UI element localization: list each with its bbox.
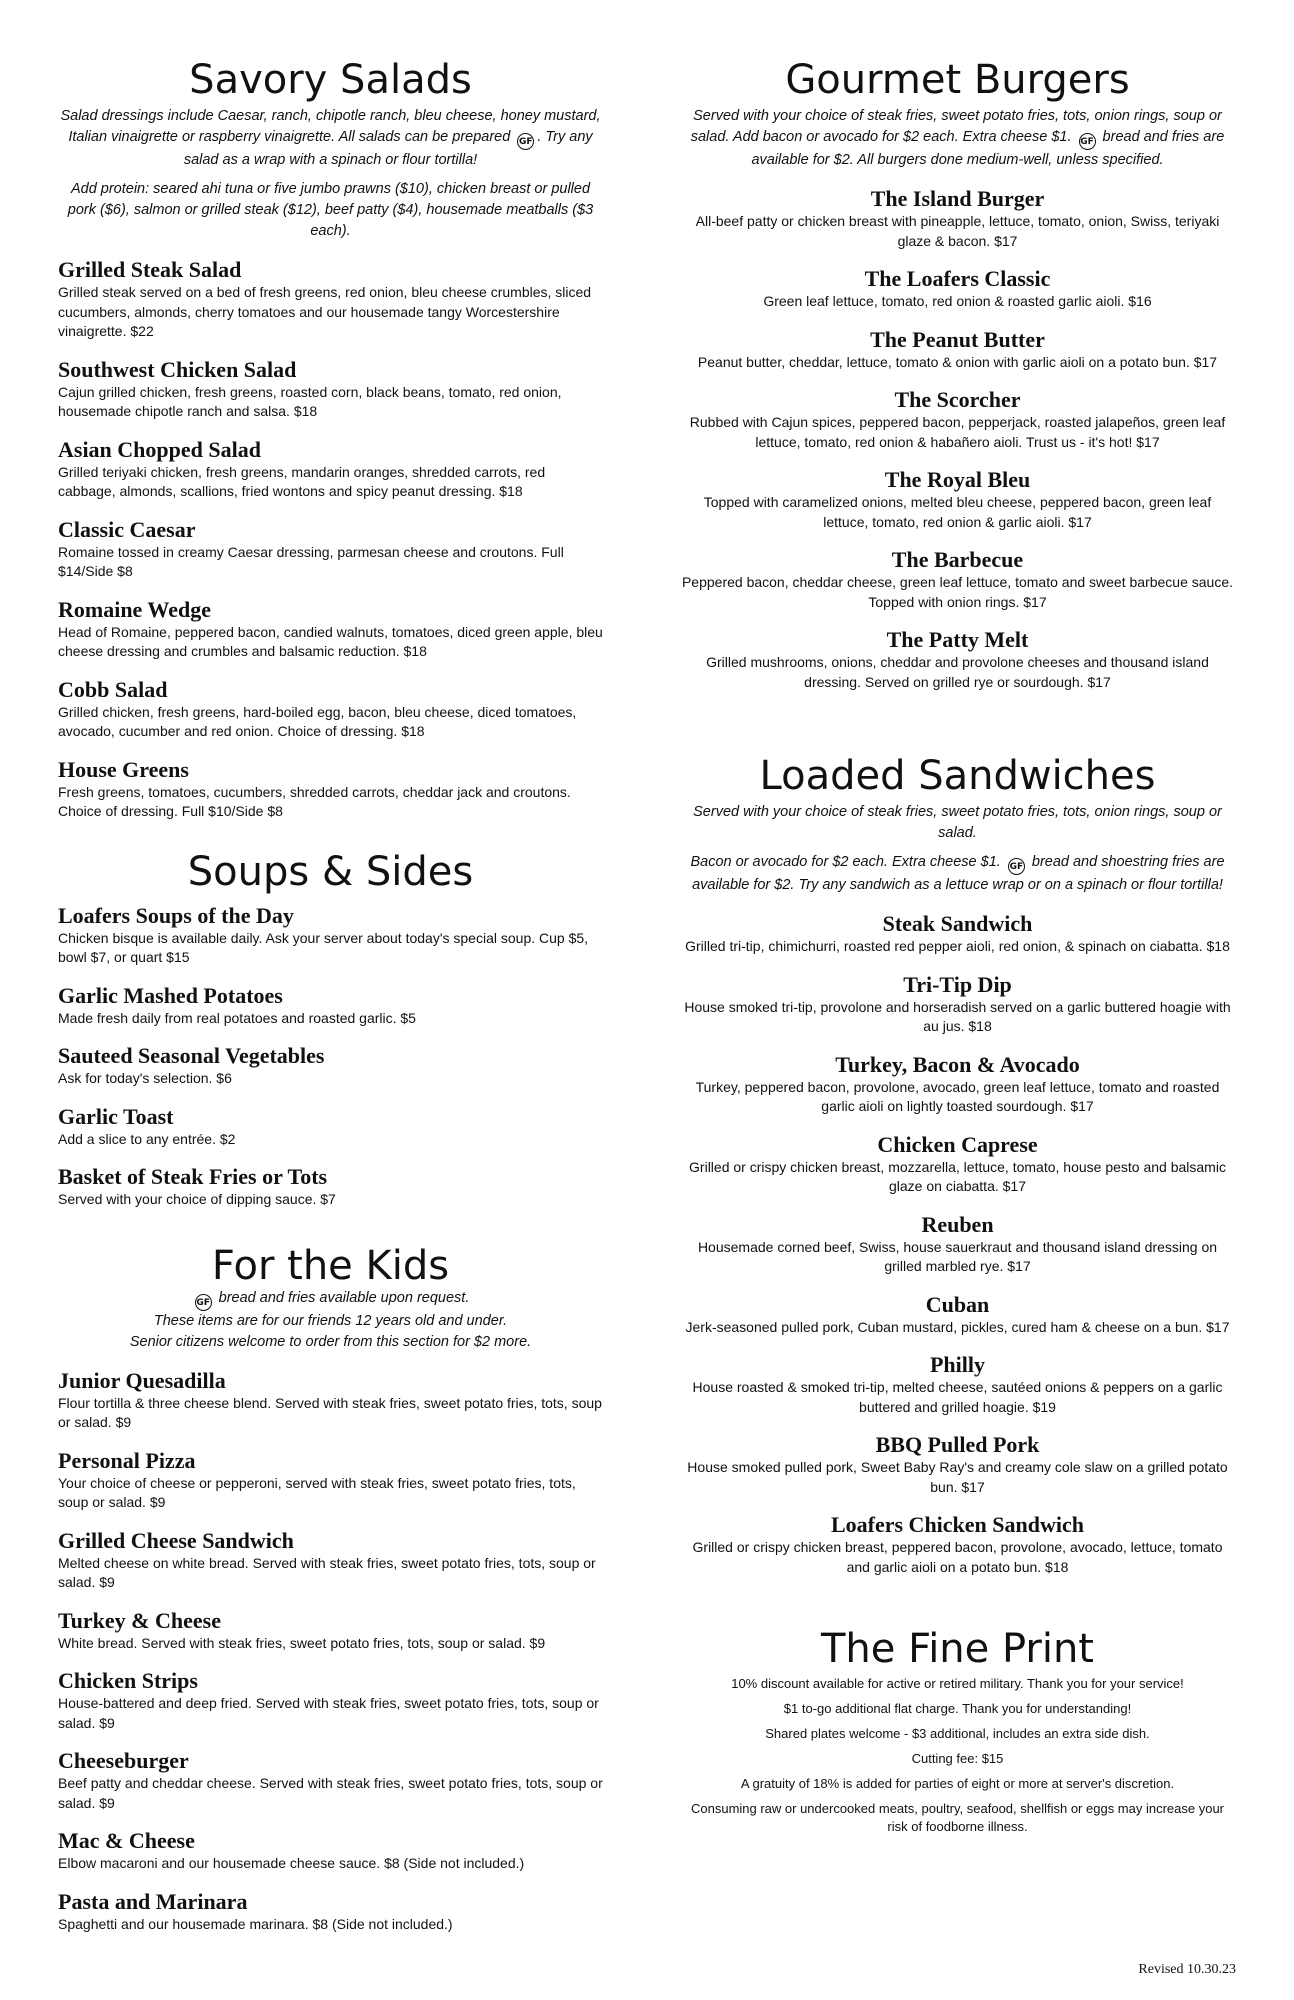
item-description: Romaine tossed in creamy Caesar dressing, parmesan cheese and croutons. Full $14/Side $8 [58,543,564,579]
soups-sides-section [58,850,603,1210]
item-name: Tri-Tip Dip [903,971,1012,997]
item-description: Add a slice to any entrée. $2 [58,1130,236,1147]
section-intro-2: Bacon or avocado for $2 each. Extra cheese $1. GF bread and shoestring fries are available for $2. Try any sandwich as a lettuce wrap or on a spinach or flour tortilla! [690,854,1225,893]
menu-item [680,912,1235,957]
item-description: House smoked pulled pork, Sweet Baby Ray's and creamy cole slaw on a grilled potato bun. $17 [687,1459,1228,1495]
item-name: Loafers Soups of the Day [58,902,294,928]
menu-item [58,1165,603,1210]
menu-item [680,187,1235,251]
item-name: Philly [929,1352,985,1377]
kids-section [58,1244,603,1935]
item-name: The Patty Melt [886,627,1029,652]
item-name: The Barbecue [891,547,1024,572]
menu-item [58,1609,603,1654]
item-description: Housemade corned beef, Swiss, house sauerkraut and thousand island dressing on grilled marbled rye. $17 [697,1238,1218,1274]
item-name: The Loafers Classic [864,266,1051,291]
item-name: Classic Caesar [58,516,196,542]
section-title: The Fine Print [820,1626,1094,1672]
item-name: Southwest Chicken Salad [58,356,297,382]
item-description: Rubbed with Cajun spices, peppered bacon, pepperjack, roasted jalapeños, green leaf lettuce, tomato, red onion & habañero aioli. Trust us - it's hot! $17 [689,414,1226,450]
age-note: These items are for our friends 12 years old and under. [153,1312,508,1329]
item-name: Chicken Strips [58,1668,198,1693]
section-title: Gourmet Burgers [785,57,1130,103]
item-name: Sauteed Seasonal Vegetables [58,1043,325,1068]
item-name: Mac & Cheese [58,1828,195,1853]
section-title: For the Kids [211,1242,450,1289]
section-title: Savory Salads [189,57,472,103]
menu-item [680,1433,1235,1497]
item-description: Flour tortilla & three cheese blend. Served with steak fries, sweet potato fries, tots, soup or salad. $9 [58,1394,602,1430]
menu-item [58,1044,603,1089]
item-name: The Royal Bleu [884,467,1031,492]
menu-item [58,1669,603,1733]
menu-item [680,1293,1235,1338]
item-description: Ask for today's selection. $6 [58,1070,232,1086]
gluten-free-note: GF bread and fries available upon request. [58,1288,603,1311]
menu-item [58,904,603,968]
section-title: Loaded Sandwiches [759,753,1156,799]
item-description: Grilled mushrooms, onions, cheddar and provolone cheeses and thousand island dressing. Served on grilled rye or sourdough. $17 [706,654,1209,690]
item-name: Asian Chopped Salad [58,436,261,462]
menu-item [680,468,1235,532]
item-description: Grilled steak served on a bed of fresh greens, red onion, bleu cheese crumbles, sliced cucumbers, almonds, cherry tomatoes and our housemade tangy Worcestershire vinaigrette. $22 [58,284,592,339]
item-name: Reuben [921,1211,994,1237]
menu-item [58,438,603,502]
menu-item [58,1829,603,1874]
revised-date: Revised 10.30.23 [1138,1962,1236,1977]
fine-print-line: Shared plates welcome - $3 additional, includes an extra side dish. [765,1726,1150,1741]
menu-item [58,1449,603,1513]
item-description: Spaghetti and our housemade marinara. $8 (Side not included.) [58,1915,453,1932]
section-title: Soups & Sides [187,848,474,895]
menu-item [58,984,603,1029]
menu-item [58,358,603,422]
item-name: The Scorcher [894,387,1021,412]
item-name: Garlic Toast [58,1103,174,1129]
menu-item [680,1513,1235,1577]
soups-list [58,904,603,1210]
item-name: Turkey & Cheese [58,1607,221,1633]
menu-item [680,1053,1235,1117]
menu-item [680,267,1235,312]
item-description: Grilled teriyaki chicken, fresh greens, mandarin oranges, shredded carrots, red cabbage, almonds, scallions, fried wontons and spicy peanut dressing. $18 [58,463,546,499]
item-name: Personal Pizza [58,1447,196,1473]
gluten-free-icon: GF [1008,858,1025,875]
item-description: Grilled chicken, fresh greens, hard-boiled egg, bacon, bleu cheese, diced tomatoes, avocado, cucumber and red onion. Choice of dressing. $18 [58,703,577,739]
menu-item [58,1890,603,1935]
fine-print-line: 10% discount available for active or retired military. Thank you for your service! [731,1676,1184,1691]
menu-item [58,1369,603,1433]
menu-item [58,758,603,822]
item-name: The Peanut Butter [870,326,1045,352]
item-name: BBQ Pulled Pork [875,1432,1040,1457]
menu-item [58,598,603,662]
item-description: Elbow macaroni and our housemade cheese sauce. $8 (Side not included.) [58,1855,525,1871]
item-name: Cheeseburger [58,1748,189,1773]
gourmet-burgers-section [680,0,1235,692]
item-name: Cuban [925,1291,990,1317]
kids-list [58,1369,603,1935]
menu-item [58,1529,603,1593]
item-description: All-beef patty or chicken breast with pineapple, lettuce, tomato, onion, Swiss, teriyaki glaze & bacon. $17 [695,213,1220,249]
item-description: Grilled tri-tip, chimichurri, roasted red pepper aioli, red onion, & spinach on ciabatta. $18 [685,938,1230,954]
item-description: Topped with caramelized onions, melted bleu cheese, peppered bacon, green leaf lettuce, tomato, red onion & garlic aioli. $17 [703,494,1212,530]
item-description: Fresh greens, tomatoes, cucumbers, shredded carrots, cheddar jack and croutons. Choice of dressing. Full $10/Side $8 [58,783,571,819]
gluten-free-icon: GF [517,133,534,150]
menu-item [680,1133,1235,1197]
item-description: Peppered bacon, cheddar cheese, green leaf lettuce, tomato and sweet barbecue sauce. Topped with onion rings. $17 [681,574,1234,610]
menu-item [680,973,1235,1037]
fine-print-line: Consuming raw or undercooked meats, poultry, seafood, shellfish or eggs may increase your risk of foodborne illness. [690,1801,1225,1834]
item-name: Pasta and Marinara [58,1888,248,1914]
fine-print-section [680,1627,1235,1836]
item-name: Junior Quesadilla [58,1367,226,1393]
menu-item [58,1105,603,1150]
item-name: Turkey, Bacon & Avocado [835,1051,1080,1077]
item-description: Beef patty and cheddar cheese. Served with steak fries, sweet potato fries, tots, soup or salad. $9 [58,1775,603,1811]
item-description: Peanut butter, cheddar, lettuce, tomato & onion with garlic aioli on a potato bun. $17 [697,353,1218,370]
left-column [58,0,603,1934]
menu-item [58,678,603,742]
item-description: Cajun grilled chicken, fresh greens, roasted corn, black beans, tomato, red onion, housemade chipotle ranch and salsa. $18 [58,383,562,419]
section-intro: Served with your choice of steak fries, sweet potato fries, tots, onion rings, soup or salad. Add bacon or avocado for $2 each. Extra cheese $1. GF bread and fries are available for $2. All burgers done medium-well, unless specified. [690,108,1225,168]
menu-item [680,328,1235,373]
protein-note: Add protein: seared ahi tuna or five jumbo prawns ($10), chicken breast or pulled pork ($6), salmon or grilled steak ($12), beef patty ($4), housemade meatballs ($3 each). [67,181,594,239]
item-name: Chicken Caprese [877,1131,1038,1157]
item-description: Grilled or crispy chicken breast, peppered bacon, provolone, avocado, lettuce, tomato and garlic aioli on a potato bun. $18 [692,1539,1223,1575]
menu-item [680,1213,1235,1277]
item-name: Basket of Steak Fries or Tots [58,1164,328,1189]
gluten-free-icon: GF [1079,133,1096,150]
item-name: Loafers Chicken Sandwich [830,1512,1085,1537]
item-description: Turkey, peppered bacon, provolone, avocado, green leaf lettuce, tomato and roasted garlic aioli on lightly toasted sourdough. $17 [695,1078,1220,1114]
item-description: Chicken bisque is available daily. Ask your server about today's special soup. Cup $5, bowl $7, or quart $15 [58,929,589,965]
salad-list [58,258,603,822]
fine-print-line: A gratuity of 18% is added for parties of eight or more at server's discretion. [740,1776,1175,1791]
item-description: House-battered and deep fried. Served with steak fries, sweet potato fries, tots, soup or salad. $9 [58,1695,599,1731]
menu-item [680,548,1235,612]
right-column [680,0,1235,1836]
item-name: Cobb Salad [58,676,168,702]
senior-note: Senior citizens welcome to order from this section for $2 more. [129,1333,532,1350]
item-description: Green leaf lettuce, tomato, red onion & roasted garlic aioli. $16 [763,293,1152,309]
menu-item [58,1749,603,1813]
item-description: House roasted & smoked tri-tip, melted cheese, sautéed onions & peppers on a garlic buttered and grilled hoagie. $19 [692,1379,1223,1415]
item-name: Steak Sandwich [882,911,1033,936]
item-name: Grilled Steak Salad [58,257,242,282]
fine-print-line: Cutting fee: $15 [911,1751,1004,1766]
item-name: Grilled Cheese Sandwich [58,1527,294,1553]
gluten-free-icon: GF [195,1294,212,1311]
loaded-sandwiches-section [680,754,1235,1577]
item-description: Head of Romaine, peppered bacon, candied walnuts, tomatoes, diced green apple, bleu cheese dressing and crumbles and balsamic reduction. $18 [58,623,603,659]
item-description: Grilled or crispy chicken breast, mozzarella, lettuce, tomato, house pesto and balsamic glaze on ciabatta. $17 [689,1158,1226,1194]
menu-item [58,518,603,582]
item-name: House Greens [58,756,189,782]
item-description: Your choice of cheese or pepperoni, served with steak fries, sweet potato fries, tots, soup or salad. $9 [58,1474,576,1510]
item-description: White bread. Served with steak fries, sweet potato fries, tots, soup or salad. $9 [58,1634,546,1651]
item-description: Jerk-seasoned pulled pork, Cuban mustard, pickles, cured ham & cheese on a bun. $17 [685,1318,1230,1335]
burger-list [680,187,1235,692]
menu-item [680,628,1235,692]
section-intro: Salad dressings include Caesar, ranch, chipotle ranch, bleu cheese, honey mustard, Italian vinaigrette or raspberry vinaigrette. All salads can be prepared GF . Try any salad as a wrap with a spinach or flour tortilla! [60,108,601,168]
item-description: Melted cheese on white bread. Served with steak fries, sweet potato fries, tots, soup or salad. $9 [58,1554,596,1590]
item-description: Made fresh daily from real potatoes and roasted garlic. $5 [58,1009,416,1026]
menu-item [680,388,1235,452]
item-name: Romaine Wedge [58,596,211,622]
savory-salads-section [58,0,603,822]
item-description: Served with your choice of dipping sauce. $7 [58,1191,336,1207]
menu-item [58,258,603,342]
item-name: The Island Burger [870,186,1045,211]
item-name: Garlic Mashed Potatoes [58,982,283,1008]
menu-item [680,1353,1235,1417]
sandwich-list [680,912,1235,1577]
fine-print-line: $1 to-go additional flat charge. Thank you for understanding! [783,1701,1132,1716]
item-description: House smoked tri-tip, provolone and horseradish served on a garlic buttered hoagie with au jus. $18 [684,998,1231,1034]
section-intro: Served with your choice of steak fries, sweet potato fries, tots, onion rings, soup or salad. [693,804,1222,841]
